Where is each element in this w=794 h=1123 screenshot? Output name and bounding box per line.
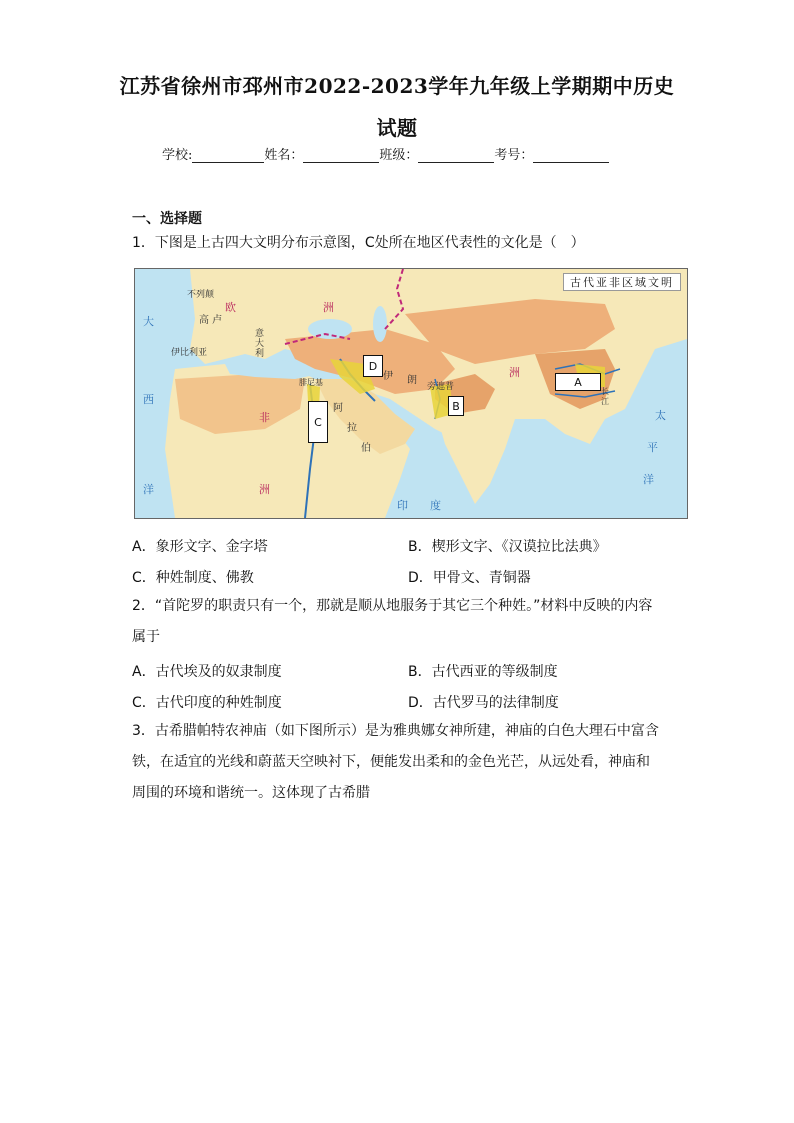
number-label: 考号： [494, 148, 534, 163]
label-arabia-a: 阿 [333, 403, 343, 414]
map-title: 古代亚非区域文明 [563, 273, 681, 291]
map-box-d: D [363, 355, 383, 377]
exam-title-line1: 江苏省徐州市邳州市2022-2023学年九年级上学期期中历史 [119, 74, 675, 98]
label-pacific-yang: 洋 [643, 473, 654, 486]
q2-option-b[interactable]: B．古代西亚的等级制度 [408, 664, 558, 680]
label-gaul: 高 卢 [199, 315, 223, 326]
label-africa-fei: 非 [259, 411, 270, 424]
number-blank[interactable] [533, 148, 609, 163]
map-box-b: B [448, 396, 464, 416]
label-iran-lang: 朗 [407, 375, 417, 386]
label-atlantic-xi: 西 [143, 393, 154, 406]
class-label: 班级： [379, 148, 419, 163]
ancient-civilization-map [134, 268, 688, 519]
q1-option-b[interactable]: B．楔形文字、《汉谟拉比法典》 [408, 539, 607, 555]
map-box-a: A [555, 373, 601, 391]
label-europe-zhou: 洲 [323, 301, 334, 314]
label-iran-yi: 伊 [383, 371, 393, 382]
map-box-c: C [308, 401, 328, 443]
name-blank[interactable] [303, 148, 379, 163]
label-pacific-tai: 太 [655, 409, 666, 422]
label-changjiang: 长 江 [601, 387, 609, 406]
label-punjab: 旁遮普 [427, 382, 455, 392]
question-1-stem: 1．下图是上古四大文明分布示意图，C处所在地区代表性的文化是（ ） [132, 235, 585, 251]
q2-option-c[interactable]: C．古代印度的种姓制度 [132, 695, 282, 711]
school-blank[interactable] [192, 148, 264, 163]
exam-title-line2: 试题 [376, 116, 418, 140]
label-atlantic-da: 大 [143, 315, 154, 328]
q2-option-a[interactable]: A．古代埃及的奴隶制度 [132, 664, 282, 680]
question-2-stem: 2．“首陀罗的职责只有一个，那就是顺从地服务于其它三个种姓。”材料中反映的内容属于 [132, 598, 653, 645]
q2-option-d[interactable]: D．古代罗马的法律制度 [408, 695, 559, 711]
student-info-row [162, 144, 609, 163]
label-arabia-la: 拉 [347, 423, 357, 434]
class-blank[interactable] [418, 148, 494, 163]
label-indian-ocean: 印 度 [397, 499, 441, 512]
label-europe-eu: 欧 [225, 301, 236, 314]
label-pacific-ping: 平 [647, 441, 658, 454]
name-label: 姓名： [264, 148, 304, 163]
section-title: 一、选择题 [132, 211, 202, 227]
q1-option-d[interactable]: D．甲骨文、青铜器 [408, 570, 531, 586]
label-britain: 不列颠 [187, 290, 215, 300]
label-italy: 意 大 利 [255, 329, 265, 359]
label-phoenicia: 腓尼基 [299, 378, 323, 387]
label-asia-zhou: 洲 [509, 366, 520, 379]
label-africa-zhou: 洲 [259, 483, 270, 496]
label-arabia-bo: 伯 [361, 443, 371, 454]
q1-option-c[interactable]: C．种姓制度、佛教 [132, 570, 254, 586]
label-atlantic-yang: 洋 [143, 483, 154, 496]
label-iberia: 伊比利亚 [171, 348, 208, 358]
q1-option-a[interactable]: A．象形文字、金字塔 [132, 539, 268, 555]
school-label: 学校: [162, 148, 193, 163]
question-3-stem: 3．古希腊帕特农神庙（如下图所示）是为雅典娜女神所建，神庙的白色大理石中富含铁，在适宜的光线和蔚蓝天空映衬下，便能发出柔和的金色光芒，从远处看，神庙和周围的环境和谐统一。这体现了古希腊 [132, 723, 659, 801]
